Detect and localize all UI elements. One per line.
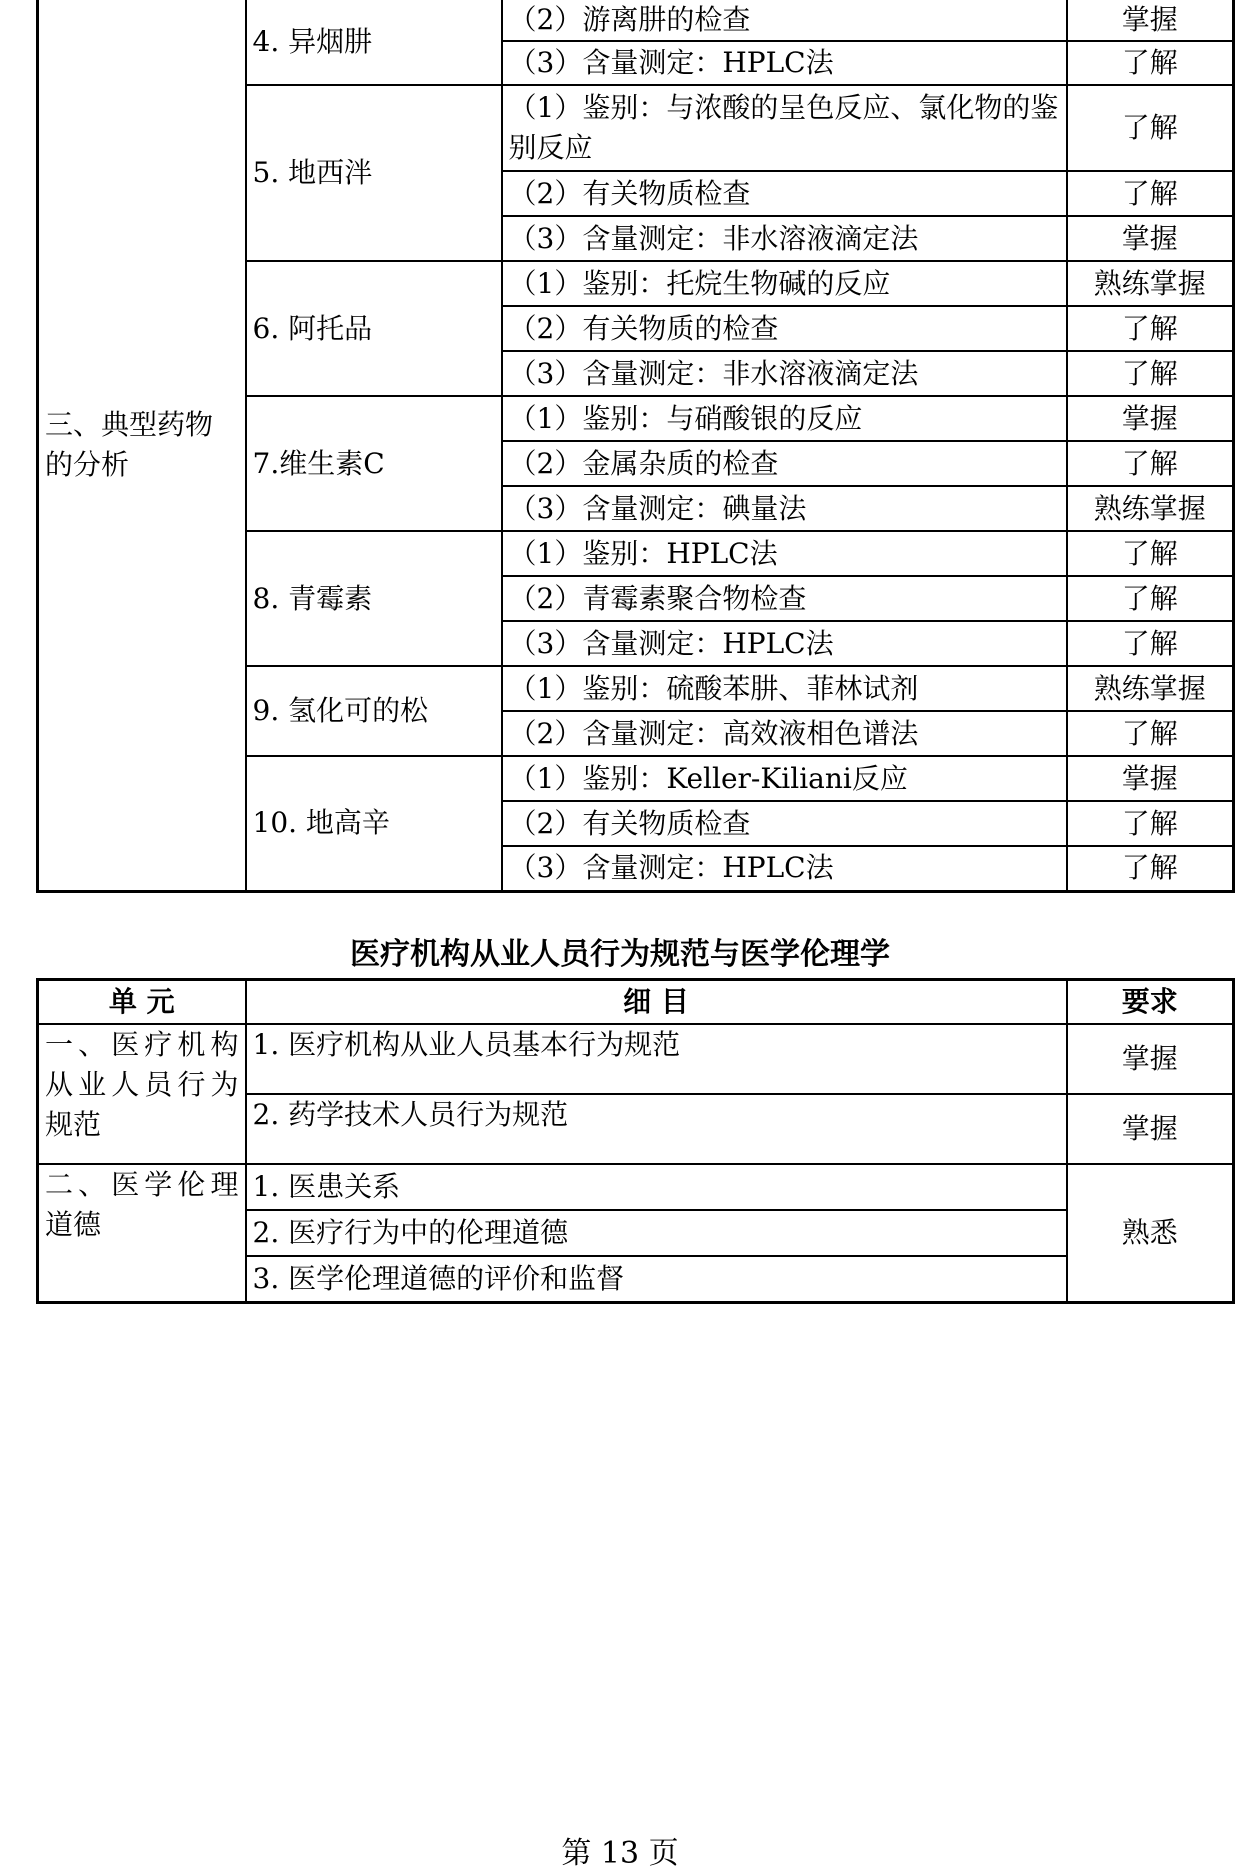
requirement-cell: 熟练掌握 <box>1067 486 1234 531</box>
requirement-cell: 了解 <box>1067 621 1234 666</box>
header-unit: 单 元 <box>38 980 246 1025</box>
section-title: 医疗机构从业人员行为规范与医学伦理学 <box>350 937 890 972</box>
requirement-cell: 了解 <box>1067 41 1234 85</box>
requirement-cell: 了解 <box>1067 441 1234 486</box>
requirement-cell: 掌握 <box>1067 396 1234 441</box>
requirement-cell: 了解 <box>1067 306 1234 351</box>
detail-cell: 1. 医疗机构从业人员基本行为规范 <box>246 1024 1067 1094</box>
unit-cell: 二、医学伦理道德 <box>38 1164 246 1302</box>
detail-cell: 2. 药学技术人员行为规范 <box>246 1094 1067 1164</box>
header-detail: 细 目 <box>246 980 1067 1025</box>
detail-cell: （2）含量测定：高效液相色谱法 <box>502 711 1067 756</box>
drug-cell: 4. 异烟肼 <box>246 0 502 85</box>
detail-cell: （1）鉴别：与浓酸的呈色反应、氯化物的鉴别反应 <box>502 85 1067 171</box>
requirement-cell: 了解 <box>1067 351 1234 396</box>
detail-cell: 3. 医学伦理道德的评价和监督 <box>246 1256 1067 1302</box>
drug-cell: 5. 地西泮 <box>246 85 502 261</box>
requirement-cell: 了解 <box>1067 846 1234 891</box>
requirement-cell: 了解 <box>1067 576 1234 621</box>
detail-cell: （2）有关物质检查 <box>502 171 1067 216</box>
detail-cell: （3）含量测定：非水溶液滴定法 <box>502 351 1067 396</box>
requirement-cell: 熟悉 <box>1067 1164 1234 1302</box>
requirement-cell: 熟练掌握 <box>1067 666 1234 711</box>
detail-cell: （1）鉴别：HPLC法 <box>502 531 1067 576</box>
detail-cell: （3）含量测定：碘量法 <box>502 486 1067 531</box>
detail-cell: （3）含量测定：HPLC法 <box>502 846 1067 891</box>
detail-cell: （2）青霉素聚合物检查 <box>502 576 1067 621</box>
detail-cell: （1）鉴别：托烷生物碱的反应 <box>502 261 1067 306</box>
detail-cell: 2. 医疗行为中的伦理道德 <box>246 1210 1067 1256</box>
drug-analysis-table <box>36 0 1235 893</box>
detail-cell: （3）含量测定：非水溶液滴定法 <box>502 216 1067 261</box>
requirement-cell: 掌握 <box>1067 216 1234 261</box>
drug-cell: 8. 青霉素 <box>246 531 502 666</box>
detail-cell: （2）金属杂质的检查 <box>502 441 1067 486</box>
detail-cell: （1）鉴别：Keller-Kiliani反应 <box>502 756 1067 801</box>
requirement-cell: 了解 <box>1067 801 1234 846</box>
requirement-cell: 熟练掌握 <box>1067 261 1234 306</box>
requirement-cell: 掌握 <box>1067 1094 1234 1164</box>
detail-cell: （1）鉴别：与硝酸银的反应 <box>502 396 1067 441</box>
drug-cell: 6. 阿托品 <box>246 261 502 396</box>
detail-cell: （1）鉴别：硫酸苯肼、菲林试剂 <box>502 666 1067 711</box>
requirement-cell: 了解 <box>1067 171 1234 216</box>
requirement-cell: 了解 <box>1067 711 1234 756</box>
unit-cell <box>38 0 246 891</box>
unit-cell: 一、医疗机构从业人员行为规范 <box>38 1024 246 1164</box>
detail-cell: （2）有关物质的检查 <box>502 306 1067 351</box>
requirement-cell: 掌握 <box>1067 756 1234 801</box>
requirement-cell: 了解 <box>1067 85 1234 171</box>
header-requirement: 要求 <box>1067 980 1234 1025</box>
detail-cell: （3）含量测定：HPLC法 <box>502 41 1067 85</box>
unit-label: 三、典型药物的分析 <box>45 407 214 481</box>
detail-cell: （2）有关物质检查 <box>502 801 1067 846</box>
drug-cell: 10. 地高辛 <box>246 756 502 891</box>
ethics-table <box>36 978 1235 1304</box>
detail-cell: （3）含量测定：HPLC法 <box>502 621 1067 666</box>
page-number: 第 13 页 <box>561 1836 679 1871</box>
requirement-cell: 掌握 <box>1067 0 1234 41</box>
requirement-cell: 了解 <box>1067 531 1234 576</box>
requirement-cell: 掌握 <box>1067 1024 1234 1094</box>
detail-cell: （2）游离肼的检查 <box>502 0 1067 41</box>
drug-cell: 7.维生素C <box>246 396 502 531</box>
detail-cell: 1. 医患关系 <box>246 1164 1067 1210</box>
drug-cell: 9. 氢化可的松 <box>246 666 502 756</box>
